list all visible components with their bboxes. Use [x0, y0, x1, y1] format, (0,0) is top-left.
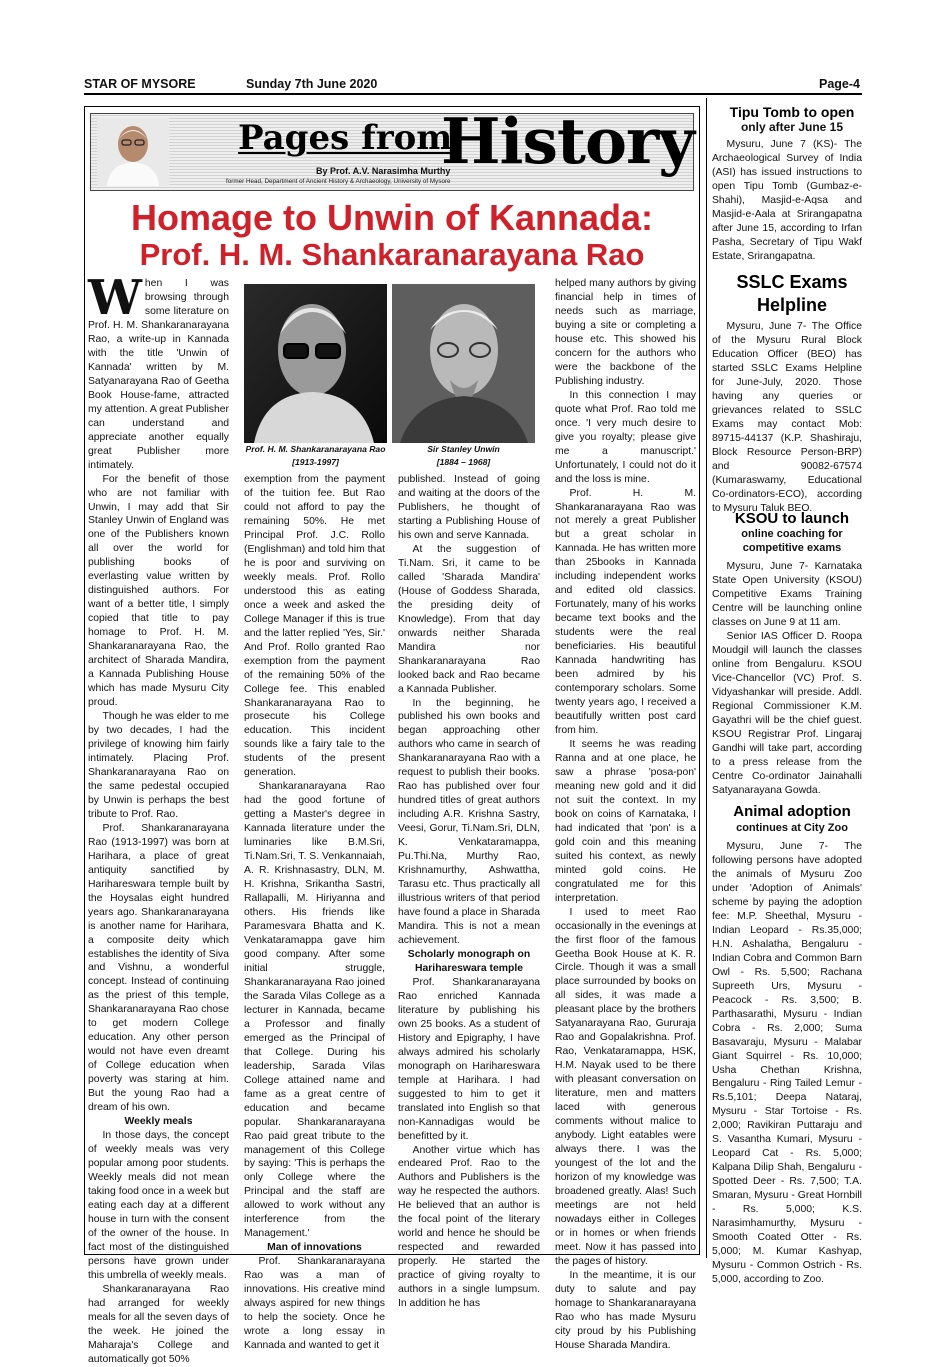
- paragraph: Though he was elder to me by two decades, I had the privilege of knowing him fairly intimately. Placing Prof. Shankaranarayana Rao on the same pedestal occupied by Unwin is perhaps the best tribute to Prof. Rao.: [88, 711, 229, 820]
- drop-cap: W: [88, 270, 142, 326]
- paragraph: hen I was browsing through some literature on Prof. H. M. Shankaranarayana Rao, a write-up in Kannada with the title 'Unwin of Kannada' written by M. Satyanarayana Rao of Geetha Book House-fame, attracted my attention. A great Publisher can understand and appreciate another equally great Publisher more intimately.: [88, 278, 229, 471]
- paragraph: It seems he was reading Ranna and at one place, he saw a phrase 'posa-pon' meaning new gold and it did not suit the context. In my book on coins of Karnataka, I had indicated that 'pon' is a gold coin and this meaning suited his context, as newly minted gold coins. He congratulated me for this interpretation.: [555, 738, 696, 904]
- paragraph: helped many authors by giving financial help in times of needs such as marriage, buying a site or completing a house etc. This showed his concern for the authors who were the backbone of the Publishing industry.: [555, 278, 696, 387]
- sidebar-ksou-body: Mysuru, June 7- Karnataka State Open University (KSOU) Competitive Exams Training Centre will be launching online classes on June 9 at 11 am. Senior IAS Officer D. Roopa Moudgil will launch the classes online from Bengaluru. KSOU Vice-Chancellor (VC) Prof. S. Vidyashankar will preside. Addl. Regional Commissioner K.M. Gayathri will be the chief guest. KSOU Registrar Prof. Lingaraj Gandhi will take part, according to a press release from the Centre Co-ordinator Jainahalli Satyanarayana Gowda.: [712, 561, 862, 796]
- article-column-3: [398, 473, 540, 1311]
- subheading: Scholarly monograph on Harihareswara temple: [407, 948, 531, 974]
- paragraph: At the suggestion of Ti.Nam. Sri, it came to be called 'Sharada Mandira' (House of Goddess Sharada, the presiding deity of Knowledge). From that day onwards neither Sharada Mandira nor Shankaranarayana Rao looked back and Rao became a Kannada Publisher.: [398, 543, 540, 695]
- paragraph: In the beginning, he published his own books and began approaching other authors who came in search of Shankaranarayana Rao with a request to publish their books. Rao has published over four hundred titles of great authors including A.R. Krishna Sastry, Veesi, Gorur, Ti.Nam.Sri, DLN, K. Venkataramappa, Pu.Thi.Na, Murthy Rao, Krishnamurthy, Ashwattha, Tarasu etc. Thus practically all illustrious writers of that period have found a place in Sharada Mandira. This is not a mean achievement.: [398, 697, 540, 946]
- sidebar-tipu-body: Mysuru, June 7 (KS)- The Archaeological Survey of India (ASI) has issued instructions to open Tipu Tomb (Gumbaz-e-Shahi), Masjid-e-Aqsa and Masjid-e-Aala at Srirangapatna after June 15, according to Irfan Pasha, Secretary of Tipu Wakf Estate, Srirangapatna.: [712, 139, 862, 262]
- sidebar-sslc-title-1: SSLC Exams: [736, 272, 848, 292]
- paragraph: Prof. Shankaranarayana Rao enriched Kannada literature by publishing his own 25 books. As a student of History and Epigraphy, I have always admired his scholarly monograph on Harihareswara temple at Harihara. I had suggested to him to get it translated into English so that non-Kannadigas would be benefitted by it.: [398, 976, 540, 1142]
- paragraph: Prof. Shankaranarayana Rao was a man of innovations. His creative mind always aspired for new things to help the society. Once he wrote a long essay in Kannada and wanted to get it: [244, 1256, 385, 1352]
- issue-date: Sunday 7th June 2020: [246, 77, 378, 91]
- banner-pages-from: Pages from: [238, 118, 453, 158]
- subheading: Weekly meals: [124, 1116, 193, 1128]
- author-affiliation: former Head, Department of Ancient History & Archaeology, University of Mysore: [226, 178, 451, 185]
- article-column-2: [244, 473, 385, 1353]
- sidebar-sslc-title-2: Helpline: [756, 295, 827, 315]
- column-banner: [90, 104, 694, 191]
- sidebar-divider: [706, 98, 707, 1258]
- sidebar-zoo-subtitle: continues at City Zoo: [736, 822, 848, 834]
- paragraph: published. Instead of going and waiting at the doors of the Publishers, he thought of starting a Publishing House of his own and serve Kannada.: [398, 474, 540, 541]
- paragraph: Prof. H. M. Shankaranarayana Rao was not merely a great Publisher but a great scholar in Kannada. He has written more than 25books in Kannada including independent works and edited old classics. Fortunately, many of his works became text books and the students were the real beneficiaries. His beautiful Kannada handwriting has been admired by his contemporary scholars. Some twenty years ago, I received a beautifully written post card from him.: [555, 487, 696, 736]
- sidebar-ksou-title: KSOU to launch: [734, 510, 850, 527]
- sidebar-sslc-body: Mysuru, June 7- The Office of the Mysuru Rural Block Education Officer (BEO) has started SSLC Exams Helpline for June-July, 2020. Those having any queries or grievances related to SSLC Exams may contact Mob: 89715-44137 (K.P. Shashiraju, Block Resource Person-BRP) and 90082-67574 (Kumaraswamy, Educational Co-ordinators-ECO), according to Mysuru Taluk BEO.: [712, 321, 862, 514]
- sidebar-zoo-title: Animal adoption: [733, 803, 851, 820]
- paragraph: In those days, the concept of weekly meals was very popular among poor students. Weekly meals did not mean taking food once in a week but eating each day at a different house in turn with the consent of the owner of the house. In fact most of the distinguished persons have grown under this umbrella of weekly meals.: [88, 1130, 229, 1281]
- paragraph: exemption from the payment of the tuition fee. But Rao could not afford to pay the remaining 50%. He met Principal Prof. J.C. Rollo (Englishman) and told him that he is poor and surviving on weekly meals. Prof. Rollo understood this as eating once a week and asked the College Manager if this is true and the latter replied 'Yes, Sir.' And Prof. Rollo granted Rao exemption from the payment of the remaining 50% of the College fee. This enabled Shankaranarayana Rao to prosecute his College education. This incident sounds like a fairy tale to the students of the present generation.: [244, 474, 385, 779]
- sidebar-ksou-subtitle-2: competitive exams: [742, 542, 842, 554]
- headline-line-1: Homage to Unwin of Kannada:: [131, 197, 653, 238]
- paragraph: In the meantime, it is our duty to salute and pay homage to Shankaranarayana Rao who has made Mysuru city proud by his Publishing House Sharada Mandira.: [555, 1269, 696, 1351]
- paper-name: STAR OF MYSORE: [84, 77, 196, 91]
- paragraph: Another virtue which has endeared Prof. Rao to the Authors and Publishers is the way he respected the authors. He believed that an author is the focal point of the literary world and hence he should be respected and rewarded properly. He started the practice of giving royalty to authors in a single lumpsum. In addition he has: [398, 1144, 540, 1310]
- paragraph: In this connection I may quote what Prof. Rao told me once. 'I very much desire to give you royalty; please give me a manuscript.' Unfortunately, I could not do it and the loss is mine.: [555, 389, 696, 485]
- photo-caption-unwin: Sir Stanley Unwin [1884 – 1968]: [427, 444, 500, 467]
- photo-caption-rao: Prof. H. M. Shankaranarayana Rao [1913-1997]: [245, 444, 386, 467]
- paragraph: I used to meet Rao occasionally in the evenings at the first floor of the famous Geetha Book House at K. R. Circle. Though it was a small place surrounded by books on all sides, it was made a pleasant place by the brothers Satyanarayana Rao, Gururaja Rao and Gopalakrishna. Prof. Rao, Venkataramappa, HSK, H.M. Nayak used to be there with pleasant conversation on literature, men and matters laced with generous comments without malice to anybody. Light eatables were always there. I was the youngest of the lot and the horizon of my knowledge was broadened greatly. Alas! Such meetings are not held nowadays either in Colleges or in homes or when friends meet. Now it has passed into the pages of history.: [555, 906, 696, 1267]
- banner-history: History: [441, 104, 694, 178]
- headline-line-2: Prof. H. M. Shankaranarayana Rao: [139, 237, 645, 272]
- sidebar-tipu-title: Tipu Tomb to open: [729, 104, 855, 120]
- sidebar-ksou-subtitle-1: online coaching for: [741, 528, 843, 540]
- author-byline: By Prof. A.V. Narasimha Murthy: [316, 166, 451, 176]
- paragraph: For the benefit of those who are not familiar with Unwin, I may add that Sir Stanley Unwin of England was one of the Publishers known all over the world for publishing books of everlasting value written by distinguished authors. For want of a better title, I simply copied that title to pay homage to Prof. H. M. Shankaranarayana Rao, the architect of Sharada Mandira, a Kannada Publishing House which has made Mysuru City proud.: [88, 473, 229, 709]
- paragraph: Prof. Shankaranarayana Rao (1913-1997) was born at Harihara, a place of great antiquity sanctified by Harihareswara temple built by the Hoysalas eight hundred years ago. Shankaranarayana is another name for Harihara, a composite deity which establishes the identity of Siva and Vishnu, a wonderful concept. Instead of continuing as the priest of this temple, Shankaranarayana Rao chose to get modern College education. Any other person would not have even dreamt of College education when poverty was staring at him. But the young Rao had a dream of his own.: [88, 822, 229, 1114]
- page-number: Page-4: [819, 77, 860, 91]
- article-column-4: [555, 277, 696, 1353]
- author-photo: [97, 118, 169, 186]
- sidebar-zoo-body: Mysuru, June 7- The following persons have adopted the animals of Mysuru Zoo under 'Adoption of Animals' scheme by paying the adoption fee: M.P. Sheethal, Mysuru - Indian Leopard - Rs.35,000; H.N. Ashalatha, Bengaluru - Indian Cobra and Common Barn Owl - Rs. 5,500; Rachana Supreeth Urs, Mysuru - Peacock - Rs. 3,500; B. Parthasarathi, Mysuru - Indian Cobra - Rs. 2,000; Suma Basavaraju, Mysuru - Malabar Giant Squirrel - Rs. 10,000; Usha Chethan Krishna, Bengaluru - Ring Tailed Lemur - Rs.5,101; Deepa Nataraj, Mysuru - Star Tortoise - Rs. 2,000; Ravikiran Puttaraju and S. Vasantha Kumari, Mysuru - Leopard Cat - Rs. 5,000; Kalpana Dilip Shah, Bengaluru - Spotted Deer - Rs. 7,500; T.A. Smaran, Mysuru - Great Hornbill - Rs. 5,000; K.S. Narasimhamurthy, Mysuru - Smooth Coated Otter - Rs. 5,000; M. Kumar Kashyap, Mysuru - Common Ostrich - Rs. 5,000, according to Zoo.: [712, 841, 862, 1286]
- photo-shankaranarayana-rao: [244, 284, 387, 443]
- header-rule: [84, 93, 862, 95]
- photo-stanley-unwin: [392, 284, 535, 443]
- subheading: Man of innovations: [267, 1242, 362, 1254]
- paragraph: Shankaranarayana Rao had the good fortune of getting a Master's degree in Kannada literature under the luminaries like B.M.Sri, Ti.Nam.Sri, T. S. Venkannaiah, A. R. Krishnasastry, DLN, M. H. Krishna, Srikantha Sastri, Rallapalli, M. Hiriyanna and others. His friends like Paramesvara Bhatta and K. Venkataramappa gave him good company. After some initial struggle, Shankaranarayana Rao joined the Sarada Vilas College as a lecturer in Kannada, became a Professor and finally emerged as the Principal of that College. During his leadership, Sarada Vilas College attained name and fame as a great centre of education and became popular. Shankaranarayana Rao paid great tribute to the management of this College by saying: 'This is perhaps the only College where the Principal and the staff are allowed to work without any interference from the Management.': [244, 781, 385, 1240]
- sidebar-tipu-subtitle: only after June 15: [740, 120, 844, 134]
- article-column-1: [88, 270, 229, 1367]
- paragraph: Shankaranarayana Rao had arranged for weekly meals for all the seven days of the week. He joined the Maharaja's College and automatically got 50%: [88, 1283, 229, 1365]
